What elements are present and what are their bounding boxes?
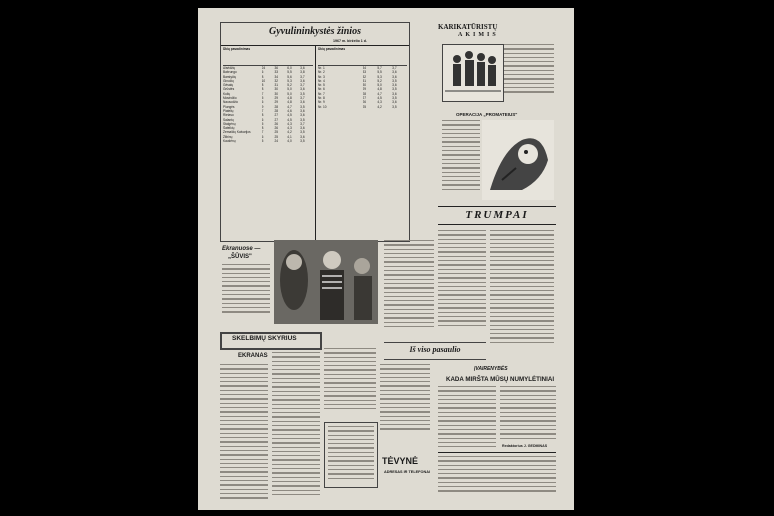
footer-rule [438,452,556,453]
ads-section-title: SKELBIMŲ SKYRIUS [232,335,297,342]
table-cell: 3,7 [300,83,305,88]
table-cell: 5,3 [287,78,292,83]
table-cell: 6,0 [287,66,292,70]
caricature-sub: AKIMIS [458,32,499,38]
cinema-listings [220,364,268,512]
table-cell: 26 [274,126,278,131]
feature-kicker: ĮVAIRENYBĖS [474,366,508,372]
table-cell: Kaušėnų [223,139,236,144]
table-left [223,47,313,143]
world-news-heading: Iš viso pasaulio [409,345,461,354]
table-cell: 3,6 [300,87,305,92]
feature-text-2 [500,386,556,440]
table-cell: 4,3 [377,100,382,105]
table-left-header [223,47,313,66]
middle-column-1 [384,240,434,338]
table-cell: 27 [362,96,367,101]
table-cell: 3,5 [300,130,305,135]
film-still-photo [274,240,378,324]
table-cell: 32 [362,74,367,79]
table-left-head-cell: Ūkių pavadinimas [223,47,251,51]
table-cell: 4,0 [287,139,292,144]
table-cell: 5,5 [377,70,382,75]
table-row [318,105,407,109]
table-cell: Babrungo [223,70,237,75]
table-cell: 30 [362,83,367,88]
table-cell: 10 [261,78,266,83]
table-cell: 3,5 [300,117,305,122]
table-cell: 4,7 [377,91,382,96]
table-cell: 25 [274,130,278,135]
table-cell: 3,7 [300,74,305,79]
table-cell: 3,6 [300,126,305,131]
editor-line: Redaktorius J. GEDMINAS [502,444,548,448]
table-cell: 3,6 [392,83,397,88]
table-cell: 3,6 [300,66,305,70]
table-cell: 3,5 [392,87,397,92]
table-cell: 8 [261,74,264,79]
table-cell: 4,2 [287,130,292,135]
table-cell: 3,6 [300,134,305,139]
caricature-text-2 [442,120,480,200]
table-cell: 4,3 [287,126,292,131]
table-cell: Ginučių [223,78,234,83]
table-cell: 3,6 [392,74,397,79]
table-cell: Nr. 6 [318,87,325,92]
table-cell: 5 [261,121,264,126]
table-cell: Žemaičių Kalvarijos [223,130,251,135]
table-cell: 4,5 [287,117,292,122]
table-cell: 27 [274,117,278,122]
table-right [318,47,407,109]
livestock-table-box [220,22,410,242]
table-cell: Rietavo [223,113,234,118]
table-cell: 4,5 [377,96,382,101]
table-cell: 4,8 [287,100,292,105]
operation-caption: OPERACIJA „PROMATEIUS" [456,112,518,117]
table-cell: Nr. 8 [318,96,325,101]
table-cell: Nr. 3 [318,74,325,79]
table-cell: 9 [261,104,264,109]
table-cell: 33 [274,70,278,75]
table-cell: 3,6 [392,91,397,96]
table-cell: 29 [362,87,367,92]
tevyne-title: TĖVYNĖ [382,456,419,466]
table-cell: 8 [261,87,264,92]
table-cell: 8 [261,83,264,88]
table-cell: Žlibinų [223,134,233,139]
table-cell: 28 [274,104,278,109]
table-cell: 5,0 [287,91,292,96]
table-right-body [318,66,407,109]
table-cell: 3,5 [300,91,305,96]
table-cell: 31 [274,83,278,88]
table-cell: 5,5 [287,70,292,75]
table-cell: 3,6 [300,113,305,118]
table-cell: 6 [261,134,264,139]
table-cell: 3,6 [300,100,305,105]
table-cell: 28 [362,91,367,96]
tevyne-box [380,448,434,508]
table-cell: Nr. 5 [318,83,325,88]
ad-box-1-text [328,426,374,484]
trumpai-rule-2 [438,224,556,225]
table-cell: 32 [274,78,278,83]
table-cell: 8 [261,126,264,131]
table-cell: 34 [362,66,367,70]
table-cell: Nr. 2 [318,70,325,75]
table-cell: 3,7 [300,121,305,126]
table-cell: 4,2 [377,104,382,109]
table-cell: Nr. 10 [318,104,327,109]
table-cell: 3,5 [392,104,397,109]
table-center-rule [315,45,316,240]
table-cell: 5,2 [287,83,292,88]
table-cell: 26 [274,121,278,126]
caricature-drawing-2 [482,120,554,200]
caricature-title: KARIKATŪRISTŲ [438,23,498,31]
table-cell: Barstyčių [223,74,237,79]
table-cell: 8 [261,113,264,118]
table-cell: Mosėdžio [223,96,237,101]
table-cell: 4,7 [287,104,292,109]
table-right-head-cell: Ūkių pavadinimas [318,47,346,51]
table-cell: 3,5 [300,139,305,144]
table-cell: 7 [261,91,264,96]
screen-title: Ekranuose — [222,246,261,252]
world-news-box [384,342,486,360]
table-cell: Nr. 9 [318,100,325,105]
table-cell: 6 [261,100,264,105]
table-cell: 25 [362,104,367,109]
table-cell: 7 [261,130,264,135]
table-cell: 26 [362,100,367,105]
ads-column-4 [380,364,430,440]
table-cell: 3,6 [300,108,305,113]
table-cell: 6 [261,70,264,75]
table-cell: 31 [362,78,367,83]
trumpai-rule [438,206,556,207]
table-cell: Salantų [223,117,234,122]
table-cell: 3,6 [392,70,397,75]
table-cell: 25 [274,134,278,139]
table-cell: Nr. 1 [318,66,325,70]
table-cell: Šateikių [223,126,235,131]
table-cell: 4,8 [287,96,292,101]
caricature-drawing-1 [442,44,504,102]
table-cell: 5,0 [377,83,382,88]
table-cell: 5,6 [287,74,292,79]
feature-title: KADA MIRŠTA MŪSŲ NUMYLĖTINIAI [446,376,555,383]
table-right-header [318,47,407,66]
table-cell: Plungės [223,104,235,109]
table-cell: 30 [274,91,278,96]
table-cell: 3,5 [392,96,397,101]
livestock-title: Gyvulininkystės žinios [269,26,361,37]
table-cell: 27 [274,113,278,118]
ekranas-heading: EKRANAS [238,353,268,359]
footer-imprint [438,456,556,496]
table-cell: Nr. 7 [318,91,325,96]
table-cell: 24 [274,139,278,144]
table-cell: 30 [274,87,278,92]
table-cell: Kulių [223,91,231,96]
livestock-subtitle: 1967 m. birželio 1 d. [333,39,367,43]
table-cell: 29 [274,100,278,105]
feature-text-1 [438,386,496,448]
table-cell: 5,0 [287,87,292,92]
table-cell: 4,6 [287,108,292,113]
table-cell: 4,3 [287,121,292,126]
table-cell: 29 [274,96,278,101]
table-cell: 3,6 [300,78,305,83]
tevyne-subtitle: ADRESAS IR TELEFONAI [384,470,430,474]
table-cell: 6 [261,117,264,122]
table-cell: 36 [274,66,278,70]
table-cell: 3,8 [300,70,305,75]
table-cell: Alsėdžių [223,66,236,70]
table-cell: 3,6 [392,100,397,105]
table-cell: 3,5 [392,78,397,83]
screen-article [222,264,270,320]
ads-column-3 [324,348,376,418]
table-cell: Nr. 4 [318,78,325,83]
table-cell: 5,2 [377,78,382,83]
trumpai-heading: TRUMPAI [465,209,529,221]
table-cell: 5 [261,139,264,144]
caricature-text-1 [504,44,554,98]
table-cell: 4,8 [377,87,382,92]
table-cell: 24 [261,66,266,70]
table-cell: 28 [274,108,278,113]
table-cell: 3,7 [300,96,305,101]
table-cell: 5,7 [377,66,382,70]
table-cell: Nausodžio [223,100,239,105]
table-cell: 3,7 [392,66,397,70]
table-cell: Platelių [223,108,234,113]
table-cell: Gėsalų [223,83,234,88]
table-cell: 5 [261,96,264,101]
table-cell: Grūstės [223,87,235,92]
screen-film: „ŠŪVIS" [228,254,252,260]
table-cell: 34 [274,74,278,79]
table-cell: Stalgėnų [223,121,236,126]
table-left-body [223,66,313,143]
table-cell: 4,5 [287,113,292,118]
ad-box-1 [324,422,378,488]
newspaper-page [198,8,574,510]
table-row [223,139,313,143]
table-cell: 7 [261,108,264,113]
middle-column-3 [490,230,554,360]
table-cell: 4,1 [287,134,292,139]
table-cell: 5,3 [377,74,382,79]
table-cell: 33 [362,70,367,75]
middle-column-2 [438,230,486,340]
table-cell: 3,5 [300,104,305,109]
cinema-listings-2 [272,352,320,512]
